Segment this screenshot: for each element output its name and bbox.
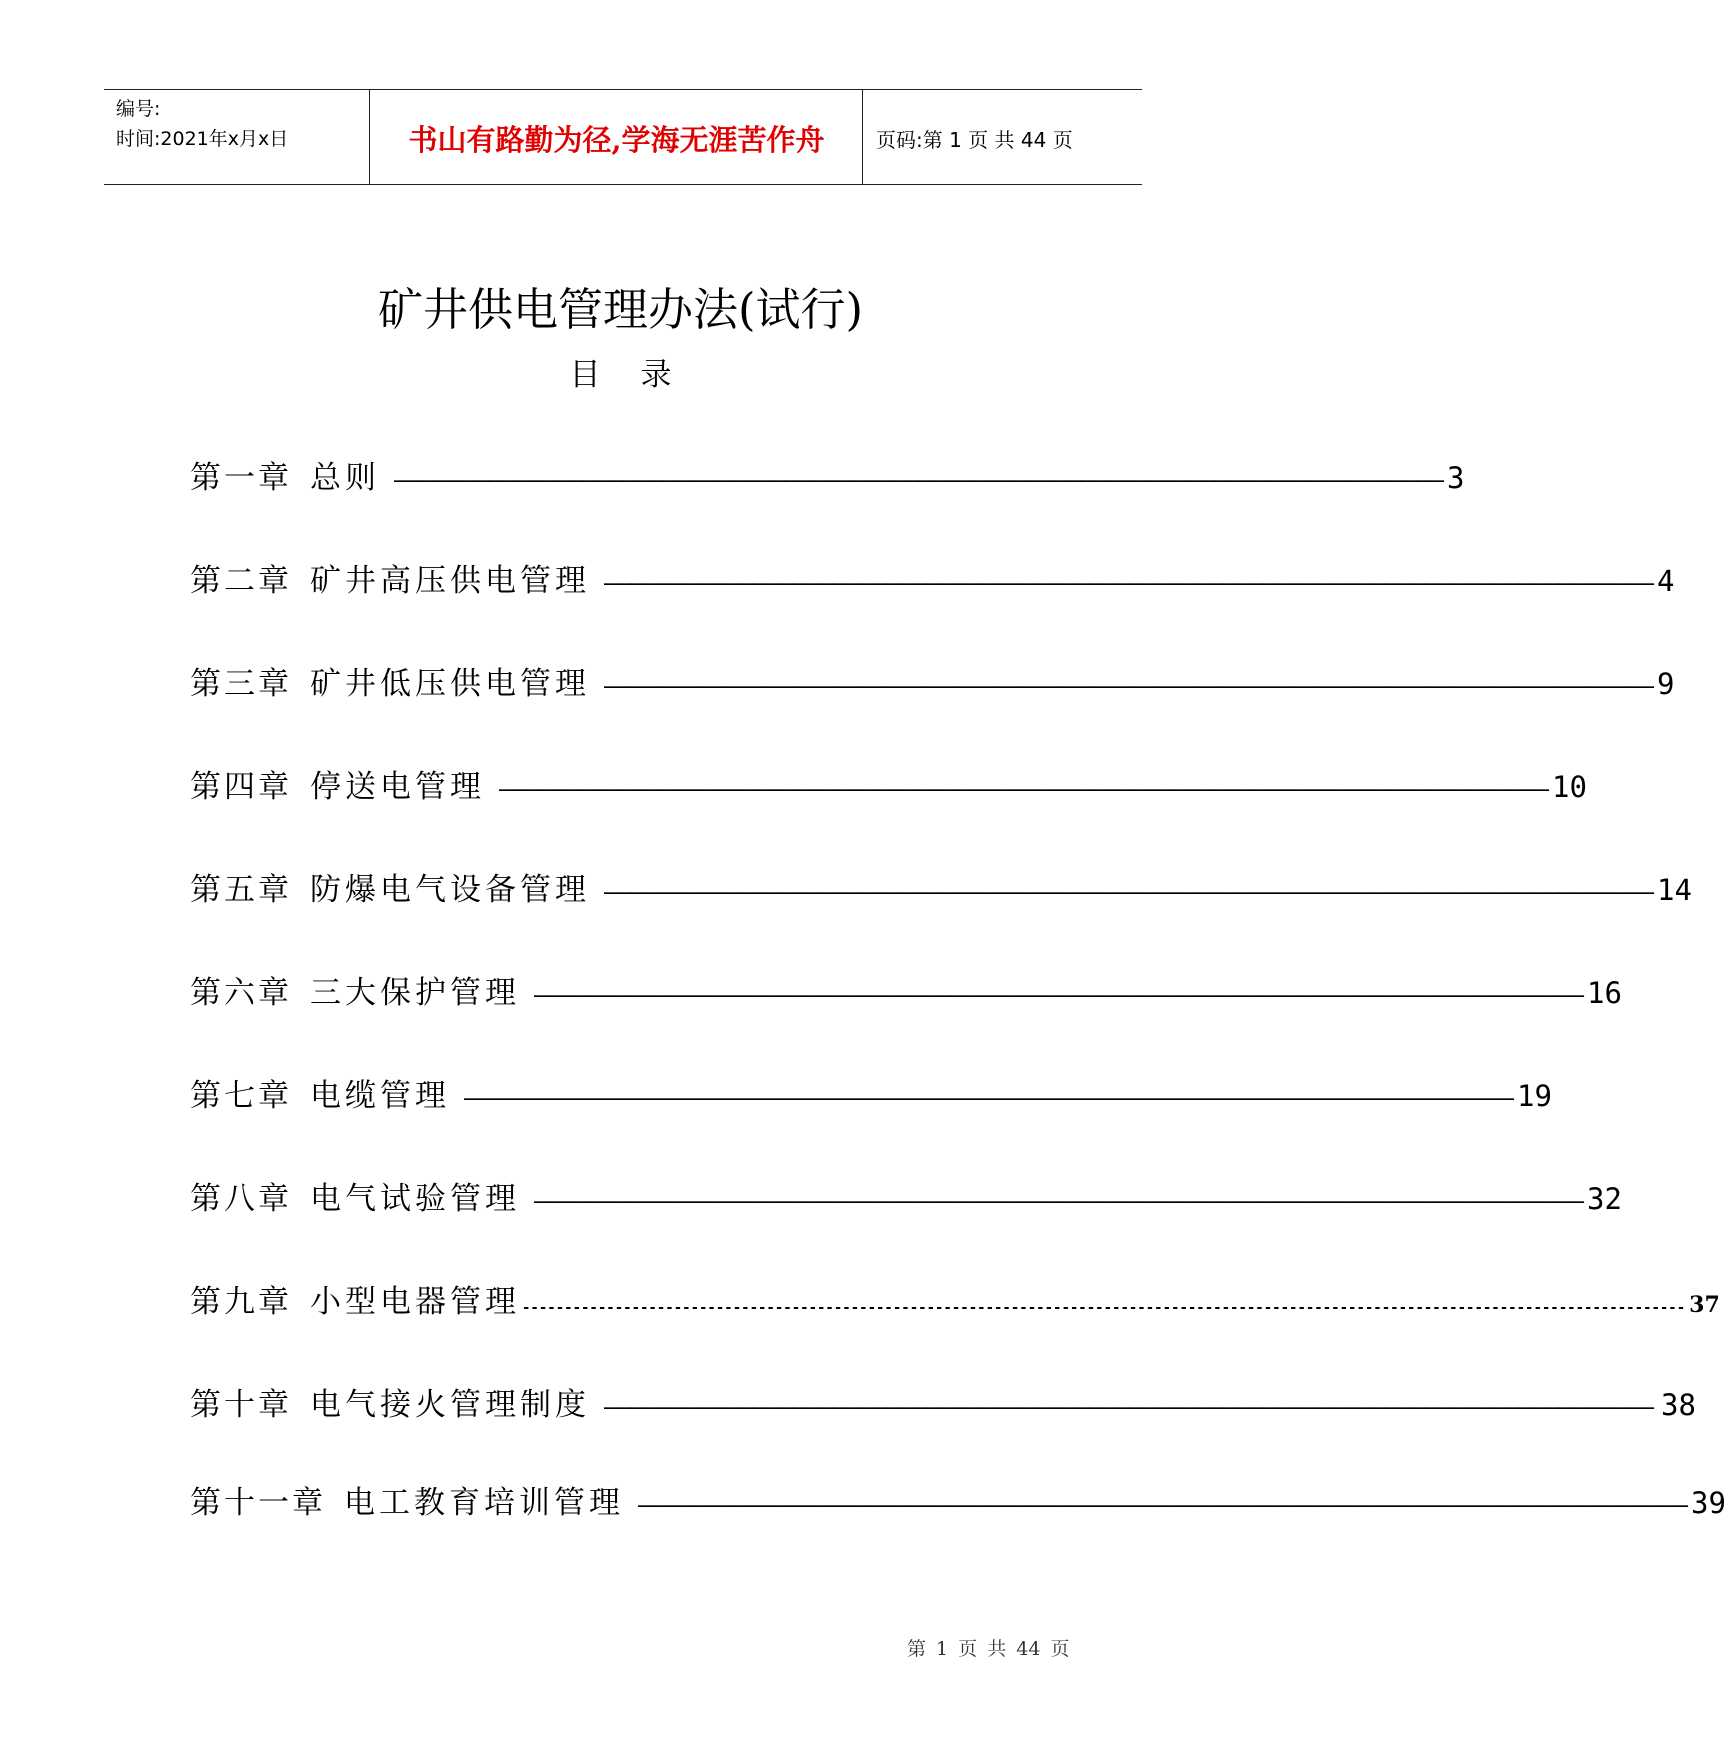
page-footer: 第 1 页 共 44 页 (907, 1638, 1070, 1660)
toc-leader: –––––––––––––––––––––––––––––––––––––––––––––––––––––––––––––––––––––––––––––– (604, 569, 1654, 597)
toc-leader: –––––––––––––––––––––––––––––––––––––––––––––––––––––––––––––––––––––––––––––– (604, 672, 1654, 700)
toc-entry[interactable] (190, 1070, 1552, 1173)
toc-chapter: 第九章 (190, 1284, 292, 1320)
document-title: 矿井供电管理办法(试行) (377, 283, 864, 336)
toc-entry[interactable] (190, 967, 1622, 1070)
toc-chapter: 第一章 (190, 460, 292, 496)
toc-title: 小型电器管理 (310, 1284, 520, 1320)
toc-entry[interactable] (190, 452, 1465, 555)
toc-entry[interactable] (190, 658, 1675, 761)
toc-leader: –––––––––––––––––––––––––––––––––––––––––––––––––––––––––––––––––––––––––––––– (464, 1084, 1514, 1112)
time-label: 时间:2021年x月x日 (116, 128, 289, 150)
toc-entry[interactable] (190, 864, 1692, 967)
toc-entry[interactable] (190, 1477, 1726, 1580)
toc-leader: –––––––––––––––––––––––––––––––––––––––––––––––––––––––––––––––––––––––––––––– (394, 466, 1444, 494)
toc-page-number: 3 (1447, 461, 1465, 495)
toc-page-number: 4 (1657, 564, 1675, 598)
toc-chapter: 第三章 (190, 666, 292, 702)
toc-page-number: 14 (1657, 873, 1692, 907)
toc-page-number: 32 (1587, 1182, 1622, 1216)
toc-title: 总则 (310, 460, 380, 496)
toc-page-number: 37 (1689, 1292, 1720, 1318)
toc-leader: –––––––––––––––––––––––––––––––––––––––––––––––––––––––––––––––––––––––––––––– (534, 981, 1584, 1009)
toc-title: 电工教育培训管理 (344, 1485, 624, 1521)
toc-page-number: 9 (1657, 667, 1675, 701)
toc-leader: –––––––––––––––––––––––––––––––––––––––––––––––––––––––––––––––––––––––––––––– (604, 878, 1654, 906)
toc-entry[interactable] (190, 761, 1587, 864)
table-of-contents (190, 452, 1726, 1580)
toc-page-number: 39 (1691, 1486, 1726, 1520)
toc-chapter: 第四章 (190, 769, 292, 805)
toc-chapter: 第二章 (190, 563, 292, 599)
toc-chapter: 第十章 (190, 1387, 292, 1423)
toc-entry[interactable] (190, 1379, 1696, 1477)
number-label: 编号: (116, 98, 161, 120)
toc-leader: –––––––––––––––––––––––––––––––––––––––––––––––––––––––––––––––––––––––––––––– (534, 1187, 1584, 1215)
toc-title: 电气接火管理制度 (310, 1387, 590, 1423)
toc-page-number: 16 (1587, 976, 1622, 1010)
toc-title: 电气试验管理 (310, 1181, 520, 1217)
toc-chapter: 第五章 (190, 872, 292, 908)
toc-leader: ------------------------------------------------------------------------------------------------------------------------------------------ (522, 1300, 1686, 1316)
toc-chapter: 第十一章 (190, 1485, 326, 1521)
header-meta (116, 94, 366, 154)
toc-title: 三大保护管理 (310, 975, 520, 1011)
toc-entry[interactable] (190, 555, 1675, 658)
header-divider (862, 90, 863, 184)
motto-text: 书山有路勤为径,学海无涯苦作舟 (408, 123, 825, 157)
header-divider (369, 90, 370, 184)
toc-chapter: 第七章 (190, 1078, 292, 1114)
toc-title: 矿井低压供电管理 (310, 666, 590, 702)
toc-title: 停送电管理 (310, 769, 485, 805)
toc-page-number: 19 (1517, 1079, 1552, 1113)
toc-chapter: 第六章 (190, 975, 292, 1011)
document-header (104, 89, 1142, 185)
header-page-info: 页码:第 1 页 共 44 页 (876, 128, 1073, 152)
toc-heading: 目录 (569, 357, 712, 393)
toc-leader: –––––––––––––––––––––––––––––––––––––––––––––––––––––––––––––––––––––––––––––– (499, 775, 1549, 803)
toc-chapter: 第八章 (190, 1181, 292, 1217)
toc-title: 电缆管理 (310, 1078, 450, 1114)
toc-leader: –––––––––––––––––––––––––––––––––––––––––––––––––––––––––––––––––––––––––––––– (638, 1491, 1688, 1519)
toc-entry[interactable] (190, 1276, 1720, 1379)
toc-page-number: 10 (1552, 770, 1587, 804)
toc-page-number: 38 (1661, 1388, 1696, 1422)
toc-title: 矿井高压供电管理 (310, 563, 590, 599)
toc-title: 防爆电气设备管理 (310, 872, 590, 908)
toc-entry[interactable] (190, 1173, 1622, 1276)
toc-leader: –––––––––––––––––––––––––––––––––––––––––––––––––––––––––––––––––––––––––––––– (604, 1393, 1654, 1421)
